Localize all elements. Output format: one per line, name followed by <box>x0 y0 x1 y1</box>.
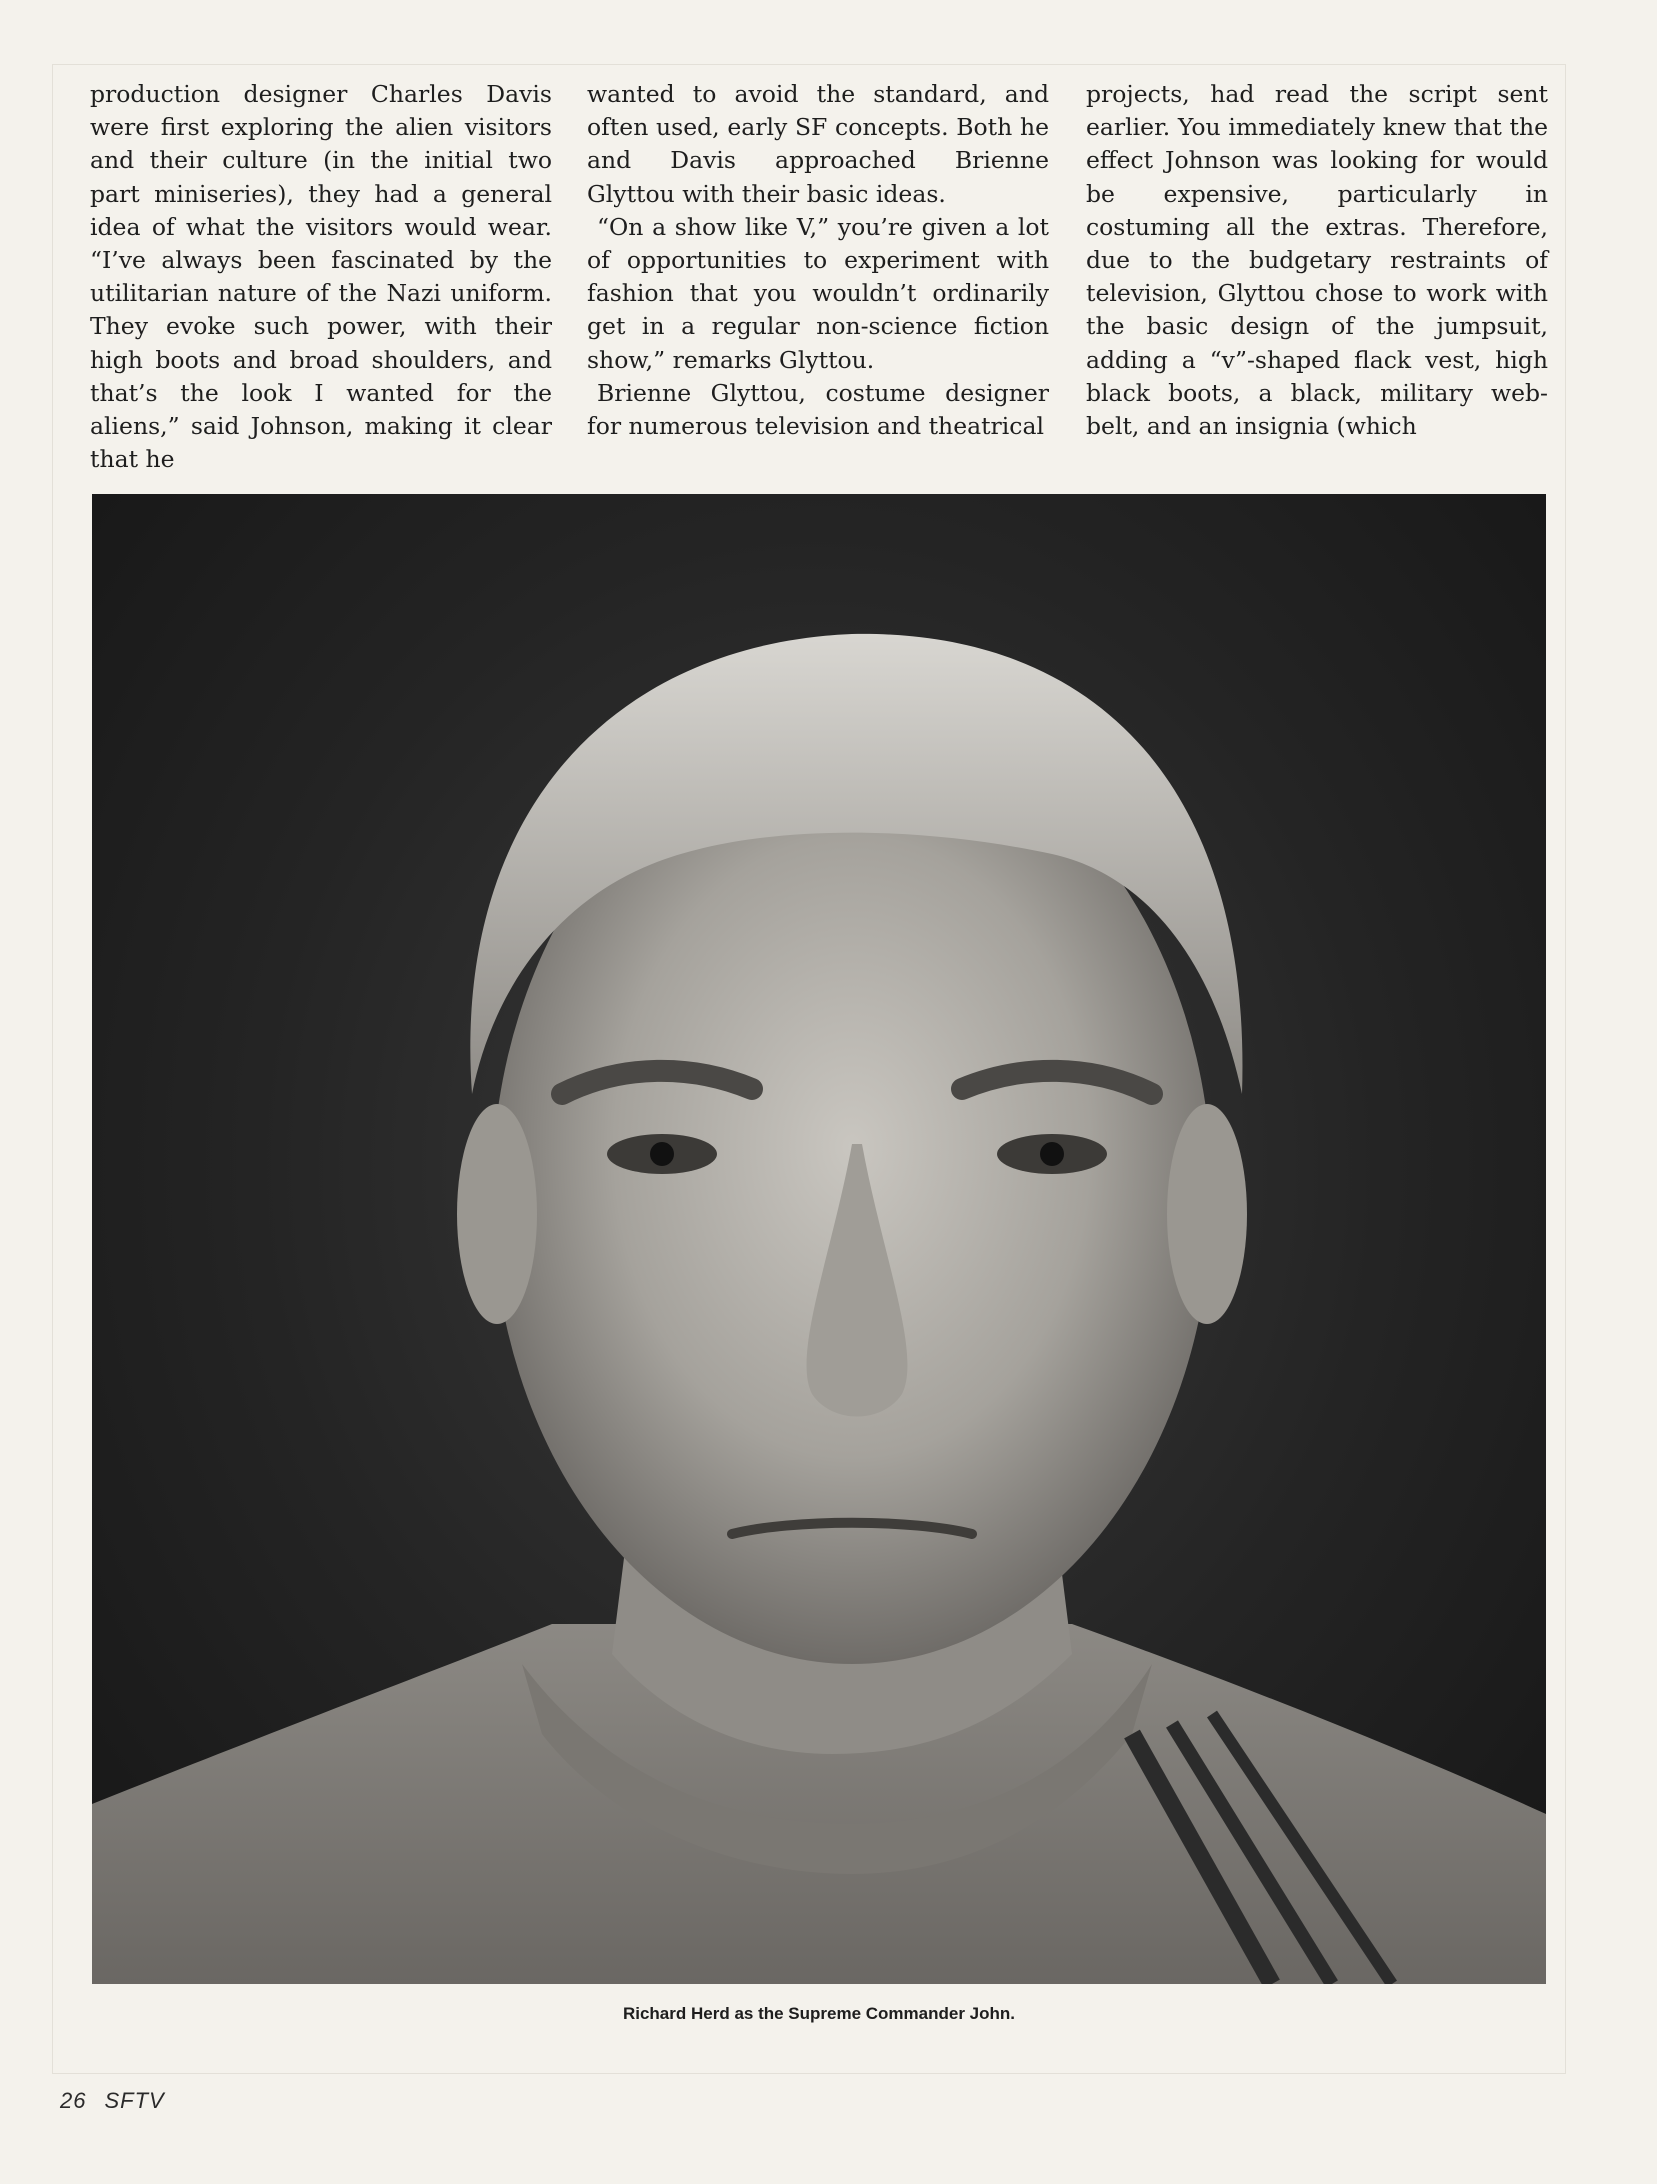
portrait-photo <box>92 494 1546 1984</box>
paragraph: Brienne Glyttou, costume designer for numerous television and theatrical <box>587 378 1049 441</box>
article-text <box>90 78 1550 474</box>
photo-caption: Richard Herd as the Supreme Commander John. <box>622 2004 1016 2023</box>
page-footer <box>60 2088 183 2114</box>
paragraph: wanted to avoid the standard, and often used, early SF concepts. Both he and Davis approached Brienne Glyttou with their basic ideas. <box>587 80 1049 208</box>
column-2 <box>587 78 1049 443</box>
magazine-name: SFTV <box>104 2088 165 2113</box>
portrait-illustration <box>92 494 1546 1984</box>
column-1 <box>90 78 552 476</box>
page-number: 26 <box>60 2088 87 2113</box>
paragraph: “On a show like V,” you’re given a lot of opportunities to experiment with fashion that you wouldn’t ordinarily get in a regular non-science fiction show,” remarks Glyttou. <box>587 212 1049 374</box>
column-3 <box>1086 78 1548 443</box>
paragraph: projects, had read the script sent earlier. You immediately knew that the effect Johnson was looking for would be expensive, particularly in costuming all the extras. Therefore, due to the budgetary restraints of television, Glyttou chose to work with the basic design of the jumpsuit, adding a “v”-shaped flack vest, high black boots, a black, military web-belt, and an insignia (which <box>1086 80 1548 441</box>
paragraph: production designer Charles Davis were first exploring the alien visitors and their culture (in the initial two part miniseries), they had a general idea of what the visitors would wear. “I’ve always been fascinated by the utilitarian nature of the Nazi uniform. They evoke such power, with their high boots and broad shoulders, and that’s the look I wanted for the aliens,” said Johnson, making it clear that he <box>90 80 552 474</box>
